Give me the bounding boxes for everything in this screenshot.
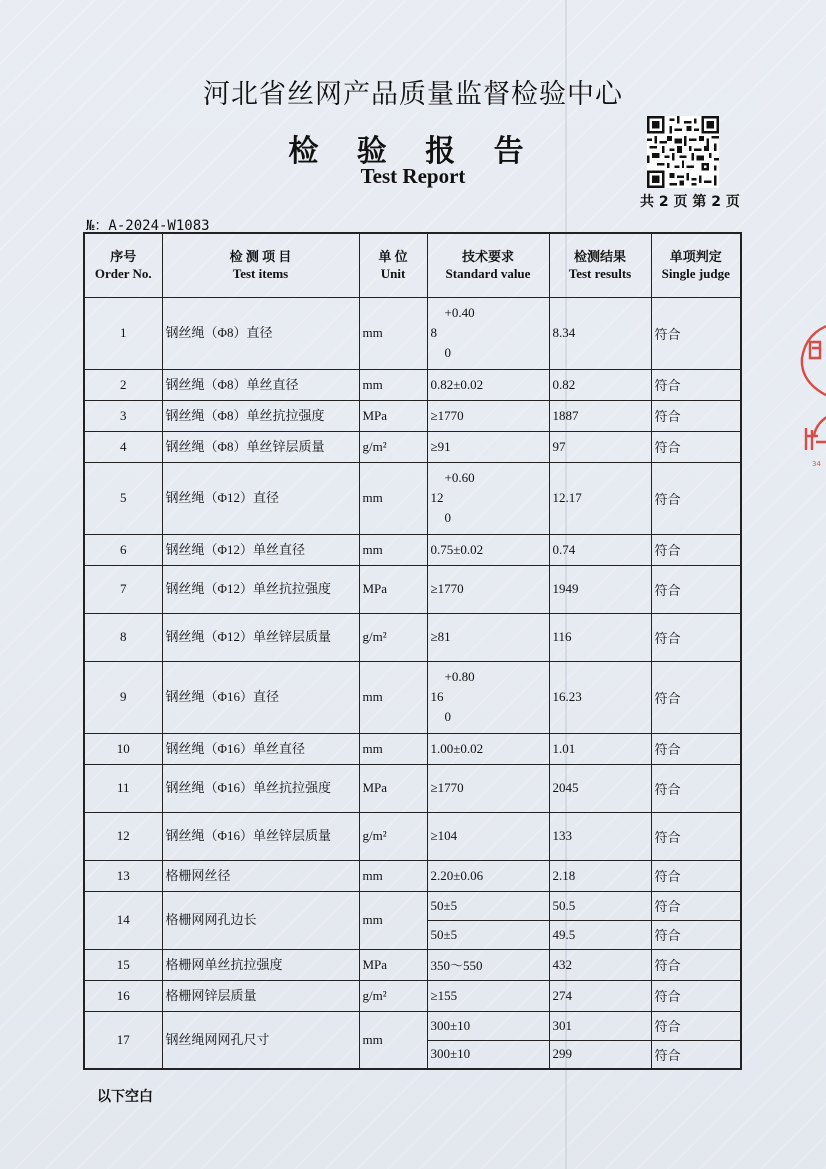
single-judge: 符合: [651, 534, 741, 565]
test-result: 49.5: [549, 920, 651, 949]
order-no: 17: [84, 1011, 162, 1069]
test-item: 钢丝绳（Φ12）直径: [162, 462, 359, 534]
single-judge: 符合: [651, 661, 741, 733]
header-judge: 单项判定 Single judge: [651, 233, 741, 297]
standard-value: [427, 661, 549, 733]
tolerance-upper: +0.60: [444, 470, 475, 485]
table-row: [84, 613, 741, 661]
order-no: 15: [84, 949, 162, 980]
order-no: 11: [84, 764, 162, 812]
order-no: 14: [84, 891, 162, 949]
unit: mm: [359, 860, 427, 891]
standard-value: 0.75±0.02: [427, 534, 549, 565]
order-no: 12: [84, 812, 162, 860]
unit: MPa: [359, 565, 427, 613]
page-count: 共 2 页 第 2 页: [640, 194, 740, 210]
test-result: 2045: [549, 764, 651, 812]
table-row: [84, 980, 741, 1011]
test-item: 钢丝绳网网孔尺寸: [162, 1011, 359, 1069]
order-no: 13: [84, 860, 162, 891]
single-judge: 符合: [651, 920, 741, 949]
test-result: 1949: [549, 565, 651, 613]
test-result: 12.17: [549, 462, 651, 534]
standard-value: ≥1770: [427, 764, 549, 812]
unit: mm: [359, 661, 427, 733]
organization-title: 河北省丝网产品质量监督检验中心: [203, 79, 623, 110]
standard-value: ≥81: [427, 613, 549, 661]
standard-value: [427, 462, 549, 534]
qr-code-icon: [647, 116, 719, 188]
single-judge: 符合: [651, 400, 741, 431]
standard-value: ≥1770: [427, 400, 549, 431]
table-row: [84, 949, 741, 980]
unit: g/m²: [359, 431, 427, 462]
order-no: 6: [84, 534, 162, 565]
standard-value: 2.20±0.06: [427, 860, 549, 891]
test-item: 格栅网锌层质量: [162, 980, 359, 1011]
test-item: 钢丝绳（Φ8）单丝抗拉强度: [162, 400, 359, 431]
header-standard: 技术要求 Standard value: [427, 233, 549, 297]
standard-value: 350～550: [427, 949, 549, 980]
report-number: №：A-2024-W1083: [86, 218, 210, 234]
standard-value: 300±10: [427, 1011, 549, 1040]
test-result: 1887: [549, 400, 651, 431]
single-judge: 符合: [651, 812, 741, 860]
unit: g/m²: [359, 613, 427, 661]
test-item: 钢丝绳（Φ16）直径: [162, 661, 359, 733]
standard-value: ≥155: [427, 980, 549, 1011]
standard-value: ≥1770: [427, 565, 549, 613]
unit: g/m²: [359, 980, 427, 1011]
test-item: 钢丝绳（Φ16）单丝直径: [162, 733, 359, 764]
table-row: [84, 297, 741, 369]
single-judge: 符合: [651, 980, 741, 1011]
table-row: [84, 891, 741, 920]
table-row: [84, 733, 741, 764]
test-result: 2.18: [549, 860, 651, 891]
test-results-table: [83, 232, 742, 1070]
unit: MPa: [359, 764, 427, 812]
unit: mm: [359, 891, 427, 949]
test-result: 133: [549, 812, 651, 860]
table-row: [84, 431, 741, 462]
single-judge: 符合: [651, 764, 741, 812]
test-item: 钢丝绳（Φ8）直径: [162, 297, 359, 369]
standard-value: [427, 297, 549, 369]
order-no: 10: [84, 733, 162, 764]
test-item: 格栅网网孔边长: [162, 891, 359, 949]
test-result: 301: [549, 1011, 651, 1040]
unit: mm: [359, 733, 427, 764]
single-judge: 符合: [651, 462, 741, 534]
tolerance-lower: 0: [444, 345, 451, 360]
tolerance-upper: +0.80: [444, 669, 475, 684]
standard-value: 50±5: [427, 920, 549, 949]
single-judge: 符合: [651, 431, 741, 462]
blank-below-note: 以下空白: [97, 1089, 153, 1105]
single-judge: 符合: [651, 891, 741, 920]
single-judge: 符合: [651, 565, 741, 613]
single-judge: 符合: [651, 949, 741, 980]
tolerance-lower: 0: [444, 510, 451, 525]
red-seal-stamp: [792, 318, 826, 488]
table-row: [84, 661, 741, 733]
svg-text:34: 34: [812, 460, 821, 468]
table-row: [84, 565, 741, 613]
order-no: 3: [84, 400, 162, 431]
standard-value: 1.00±0.02: [427, 733, 549, 764]
test-result: 299: [549, 1040, 651, 1069]
nominal-value: 8: [430, 325, 437, 340]
unit: mm: [359, 534, 427, 565]
nominal-value: 12: [430, 490, 444, 505]
single-judge: 符合: [651, 297, 741, 369]
test-result: 432: [549, 949, 651, 980]
test-item: 钢丝绳（Φ12）单丝锌层质量: [162, 613, 359, 661]
test-result: 50.5: [549, 891, 651, 920]
test-result: 1.01: [549, 733, 651, 764]
test-result: 97: [549, 431, 651, 462]
test-result: 16.23: [549, 661, 651, 733]
table-header-row: [84, 233, 741, 297]
single-judge: 符合: [651, 1040, 741, 1069]
single-judge: 符合: [651, 1011, 741, 1040]
header-order: 序号 Order No.: [84, 233, 162, 297]
order-no: 16: [84, 980, 162, 1011]
order-no: 9: [84, 661, 162, 733]
unit: MPa: [359, 949, 427, 980]
tolerance-lower: 0: [444, 709, 451, 724]
table-row: [84, 812, 741, 860]
header-unit: 单 位 Unit: [359, 233, 427, 297]
order-no: 1: [84, 297, 162, 369]
unit: mm: [359, 1011, 427, 1069]
header-test-items: 检 测 项 目 Test items: [162, 233, 359, 297]
test-item: 钢丝绳（Φ12）单丝抗拉强度: [162, 565, 359, 613]
test-result: 274: [549, 980, 651, 1011]
single-judge: 符合: [651, 860, 741, 891]
unit: g/m²: [359, 812, 427, 860]
unit: mm: [359, 462, 427, 534]
table-row: [84, 369, 741, 400]
test-item: 钢丝绳（Φ16）单丝抗拉强度: [162, 764, 359, 812]
single-judge: 符合: [651, 733, 741, 764]
tolerance-upper: +0.40: [444, 305, 475, 320]
table-row: [84, 764, 741, 812]
table-row: [84, 860, 741, 891]
table-row: [84, 400, 741, 431]
test-result: 0.74: [549, 534, 651, 565]
order-no: 4: [84, 431, 162, 462]
test-result: 116: [549, 613, 651, 661]
nominal-value: 16: [430, 689, 444, 704]
report-title: 检 验 报 告: [288, 134, 538, 169]
table-row: [84, 1011, 741, 1040]
single-judge: 符合: [651, 369, 741, 400]
standard-value: 300±10: [427, 1040, 549, 1069]
report-title-en: Test Report: [360, 164, 466, 188]
test-item: 钢丝绳（Φ16）单丝锌层质量: [162, 812, 359, 860]
order-no: 8: [84, 613, 162, 661]
test-item: 格栅网丝径: [162, 860, 359, 891]
unit: MPa: [359, 400, 427, 431]
table-row: [84, 534, 741, 565]
standard-value: ≥91: [427, 431, 549, 462]
order-no: 2: [84, 369, 162, 400]
test-result: 0.82: [549, 369, 651, 400]
unit: mm: [359, 297, 427, 369]
header-results: 检测结果 Test results: [549, 233, 651, 297]
test-item: 钢丝绳（Φ8）单丝锌层质量: [162, 431, 359, 462]
test-result: 8.34: [549, 297, 651, 369]
single-judge: 符合: [651, 613, 741, 661]
order-no: 5: [84, 462, 162, 534]
unit: mm: [359, 369, 427, 400]
standard-value: 0.82±0.02: [427, 369, 549, 400]
test-item: 格栅网单丝抗拉强度: [162, 949, 359, 980]
test-item: 钢丝绳（Φ12）单丝直径: [162, 534, 359, 565]
order-no: 7: [84, 565, 162, 613]
test-item: 钢丝绳（Φ8）单丝直径: [162, 369, 359, 400]
standard-value: 50±5: [427, 891, 549, 920]
table-row: [84, 462, 741, 534]
standard-value: ≥104: [427, 812, 549, 860]
